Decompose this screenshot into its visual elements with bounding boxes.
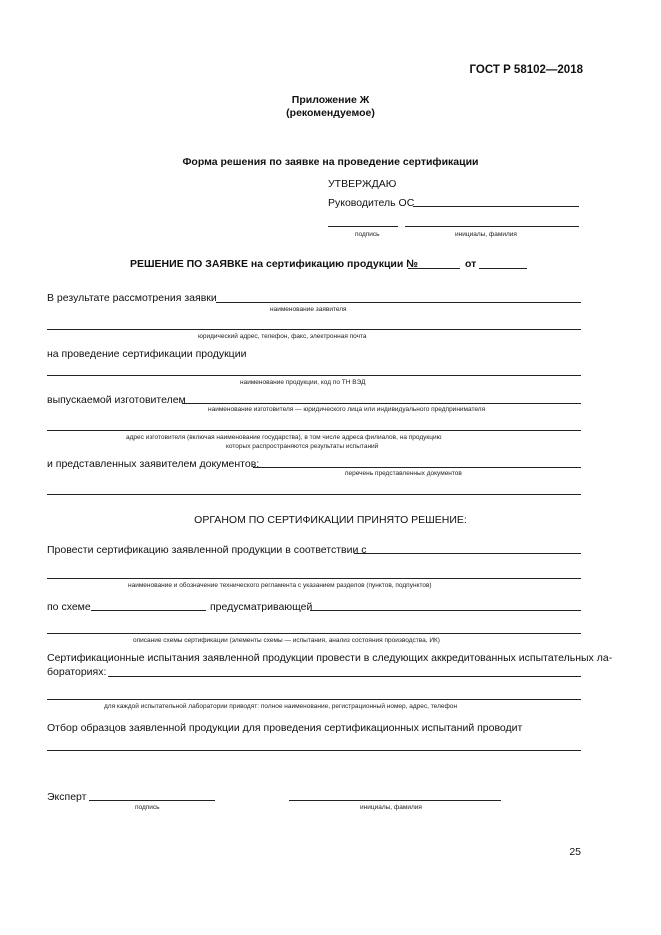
regulation-caption: наименование и обозначение технического регламента с указанием разделов (пунктов, подпунктов) — [128, 582, 432, 589]
applicant-line[interactable] — [216, 302, 581, 303]
sampling-line[interactable] — [47, 750, 581, 751]
expert-name-caption: инициалы, фамилия — [360, 804, 422, 811]
documents-line[interactable] — [253, 467, 581, 468]
body-decision-heading: ОРГАНОМ ПО СЕРТИФИКАЦИИ ПРИНЯТО РЕШЕНИЕ: — [194, 514, 467, 526]
expert-signature-caption: подпись — [135, 804, 160, 811]
expert-label: Эксперт — [47, 791, 87, 803]
decision-heading-rest: на сертификацию продукции № — [250, 258, 418, 270]
documents-line-2[interactable] — [47, 494, 581, 495]
address-line[interactable] — [47, 329, 581, 330]
product-line[interactable] — [47, 375, 581, 376]
expert-signature-line[interactable] — [89, 800, 215, 801]
lab-caption: для каждой испытательной лаборатории приводят: полное наименование, регистрационный номер, адрес, телефон — [104, 703, 458, 710]
manufacturer-address-caption-1: адрес изготовителя (включая наименование государства), в том числе адреса филиалов, на продукцию — [126, 434, 442, 441]
approve-label: УТВЕРЖДАЮ — [328, 178, 397, 190]
manufacturer-address-caption-2: которых распространяются результаты испытаний — [226, 443, 379, 450]
expert-name-line[interactable] — [289, 800, 501, 801]
scheme-caption: описание схемы сертификации (элементы схемы — испытания, анализ состояния производства, ИК) — [133, 637, 440, 644]
form-title: Форма решения по заявке на проведение сертификации — [182, 156, 479, 168]
head-label: Руководитель ОС — [328, 197, 415, 209]
providing-line[interactable] — [310, 610, 581, 611]
testing-line-2: бораториях: — [47, 666, 107, 678]
head-line[interactable] — [413, 206, 579, 207]
certification-label: на проведение сертификации продукции — [47, 348, 247, 360]
head-name-caption: инициалы, фамилия — [455, 231, 517, 238]
documents-label: и представленных заявителем документов: — [47, 458, 260, 470]
decision-number-line[interactable] — [408, 268, 460, 269]
labs-line-2[interactable] — [47, 699, 581, 700]
conduct-label: Провести сертификацию заявленной продукции в соответствии с — [47, 544, 367, 556]
documents-caption: перечень представленных документов — [345, 470, 462, 477]
standard-number: ГОСТ Р 58102—2018 — [469, 64, 583, 76]
product-caption: наименование продукции, код по ТН ВЭД — [240, 379, 366, 386]
providing-label: предусматривающей — [210, 601, 313, 613]
sampling-label: Отбор образцов заявленной продукции для проведения сертификационных испытаний проводит — [47, 722, 523, 734]
head-signature-line[interactable] — [328, 226, 398, 227]
decision-from-label: от — [465, 258, 477, 270]
decision-heading-bold: РЕШЕНИЕ ПО ЗАЯВКЕ — [130, 258, 248, 270]
manufacturer-label: выпускаемой изготовителем — [47, 394, 186, 406]
decision-heading — [130, 258, 418, 270]
scheme-label: по схеме — [47, 601, 91, 613]
testing-line-1: Сертификационные испытания заявленной продукции провести в следующих аккредитованных испытательных ла- — [47, 652, 613, 664]
scheme-line[interactable] — [91, 610, 206, 611]
head-signature-caption: подпись — [355, 231, 380, 238]
regulation-line-2[interactable] — [47, 578, 581, 579]
review-label: В результате рассмотрения заявки — [47, 292, 217, 304]
manufacturer-line[interactable] — [182, 403, 581, 404]
decision-date-line[interactable] — [479, 268, 527, 269]
appendix-title: Приложение Ж — [291, 94, 370, 106]
page-number: 25 — [569, 846, 581, 858]
manufacturer-caption: наименование изготовителя — юридического лица или индивидуального предпринимателя — [208, 406, 486, 413]
head-name-line[interactable] — [405, 226, 579, 227]
manufacturer-address-line[interactable] — [47, 430, 581, 431]
scheme-description-line[interactable] — [47, 633, 581, 634]
appendix-subtitle: (рекомендуемое) — [286, 107, 375, 119]
regulation-line-1[interactable] — [354, 553, 581, 554]
labs-line-1[interactable] — [108, 676, 581, 677]
applicant-caption: наименование заявителя — [270, 306, 347, 313]
address-caption: юридический адрес, телефон, факс, электронная почта — [198, 333, 367, 340]
